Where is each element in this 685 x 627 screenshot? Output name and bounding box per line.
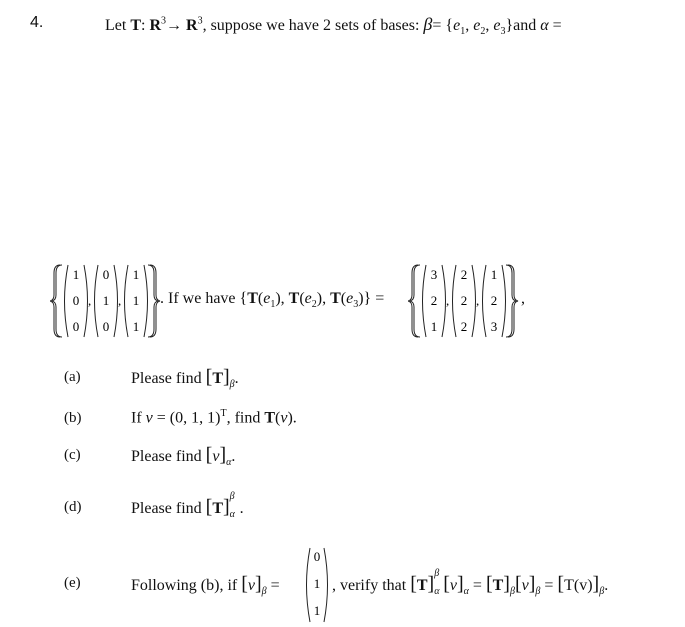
T-e2: T [288,290,300,307]
beta-symbol: β [423,14,433,34]
T-e3: T [330,290,341,307]
images-suffix: } = [363,290,385,307]
part-a-T: T [212,370,223,387]
part-b-if: If [131,409,142,427]
part-e-T1-sup: β [434,568,440,579]
images-statement: . If we have {$T(e_1)$, $T(e_2)$, $T(e_3)$} = [160,290,385,311]
e2-sub: 2 [480,26,486,38]
equals-2: = [552,17,562,34]
arrow: → [166,17,183,34]
part-e-eq: = [270,577,280,594]
part-b-v: v [145,409,153,427]
part-e-vector [302,546,332,624]
part-e-following: Following (b), if [131,577,238,594]
basis-e1: e [453,17,461,34]
T-e1: T [247,290,258,307]
let-text: Let [105,17,127,34]
img-v3-1: 1 [490,267,498,282]
set-close: } [505,17,514,34]
alpha-v3-2: 1 [132,293,140,308]
part-e-T1: T [416,577,428,594]
part-e-v2: 1 [313,576,321,591]
alpha-v1-1: 1 [72,267,80,282]
part-b-transpose: T [220,408,227,419]
e3: e [346,290,354,307]
e3-sub: 3 [353,299,359,311]
part-d-sup: β [229,491,235,502]
equals: = [432,17,442,34]
images-prefix: . If we have { [160,290,248,307]
comma: , [118,293,122,308]
alpha-v2-1: 0 [102,267,110,282]
part-a-instruction: Please find [131,370,202,387]
part-e-text-right: , verify that [T] β α $[v]_\alpha = [T]_\beta[v]_\beta = [T(v)]_\beta$. [332,568,609,598]
part-e-T2: T [492,577,504,594]
basis-e3: e [493,17,501,34]
part-e-v-b: v [521,577,529,594]
transformation-T: T [130,17,141,34]
comma: , [88,293,92,308]
part-b-v2: v [280,409,288,427]
part-e-sub-beta: β [261,586,267,598]
part-a-label: (a) [64,369,81,385]
alpha-v1-2: 0 [72,293,80,308]
img-v1-2: 2 [430,293,438,308]
part-e-va-sub: α [463,586,469,598]
part-e-v-a: v [449,577,457,594]
part-d-T: T [212,500,223,517]
part-e-v: v [247,577,255,594]
part-c-sub: α [226,457,232,469]
and-text: and [513,17,537,34]
image-vectors-set [408,261,528,341]
e1: e [263,290,271,307]
part-c-label: (c) [64,447,81,463]
img-v3-2: 2 [490,293,498,308]
alpha-v1-3: 0 [72,319,80,334]
comma: , [476,293,480,308]
basis-e2: e [473,17,481,34]
set-open: { [445,17,454,34]
alpha-basis-set [50,261,170,341]
codomain-dim: 3 [197,15,203,27]
part-e-end: . [604,577,609,594]
part-c-v: v [212,448,220,465]
img-v1-3: 1 [430,319,438,334]
part-b-T: T [264,409,276,427]
part-b-vector: = (0, 1, 1) [156,409,221,427]
part-e-Tv: T(v) [564,577,593,594]
part-e-vb-sub: β [535,586,541,598]
part-e-v3: 1 [313,603,321,618]
e2-sub: 2 [311,299,317,311]
domain-dim: 3 [161,15,167,27]
part-e-T2-sub: β [509,586,515,598]
part-c-text: Please find $[v]_\alpha$. [131,444,236,469]
alpha-symbol: α [540,17,549,34]
part-b-label: (b) [64,410,82,426]
part-e-text-left: Following (b), if $[v]_\beta$ = [131,573,280,598]
suppose-text: , suppose we have 2 sets of bases: [202,17,420,34]
part-d-instruction: Please find [131,500,202,517]
alpha-v2-3: 0 [102,319,110,334]
img-v2-2: 2 [460,293,468,308]
alpha-v3-3: 1 [132,319,140,334]
trailing-comma: , [521,290,525,307]
part-e-v1: 0 [313,549,321,564]
problem-number: 4. [30,14,44,31]
e2: e [304,290,312,307]
comma: , [446,293,450,308]
part-a-text: Please find $[T]_\beta$. [131,366,239,391]
colon: : [141,17,146,34]
img-v1-1: 3 [430,267,438,282]
part-b-find: , find [226,409,261,427]
part-e-T1-sub: α [434,586,440,597]
part-e-Tv-sub: β [599,586,605,598]
part-b-end: ). [287,409,297,427]
part-e-verify: , verify that [332,577,407,594]
img-v3-3: 3 [490,319,498,334]
codomain-R: R [186,17,198,34]
e1-sub: 1 [270,299,276,311]
part-a-end: . [234,370,239,387]
img-v2-3: 2 [460,319,468,334]
part-d-text: Please find [T] β α . [131,491,244,520]
problem-statement-line1: Let T: $R^3\to R^3$, suppose we have 2 sets of bases: $\beta= \{e_1$, $e_2$, $e_3\}and$ α = [105,14,562,38]
part-d-label: (d) [64,499,82,515]
domain-R: R [149,17,162,34]
part-d-sub: α [229,509,235,520]
part-e-eq3: = [544,577,554,594]
part-c-end: . [231,448,236,465]
part-b-text: If v = (0, 1, 1)$^T$, find T(v). [131,408,297,427]
part-c-instruction: Please find [131,448,202,465]
part-e-eq2: = [472,577,482,594]
part-d-end: . [239,500,244,517]
alpha-v3-1: 1 [132,267,140,282]
e1-sub: 1 [460,26,466,38]
part-a-sub: β [229,379,235,391]
part-e-label: (e) [64,575,81,591]
e3-sub: 3 [500,26,506,38]
img-v2-1: 2 [460,267,468,282]
alpha-v2-2: 1 [102,293,110,308]
